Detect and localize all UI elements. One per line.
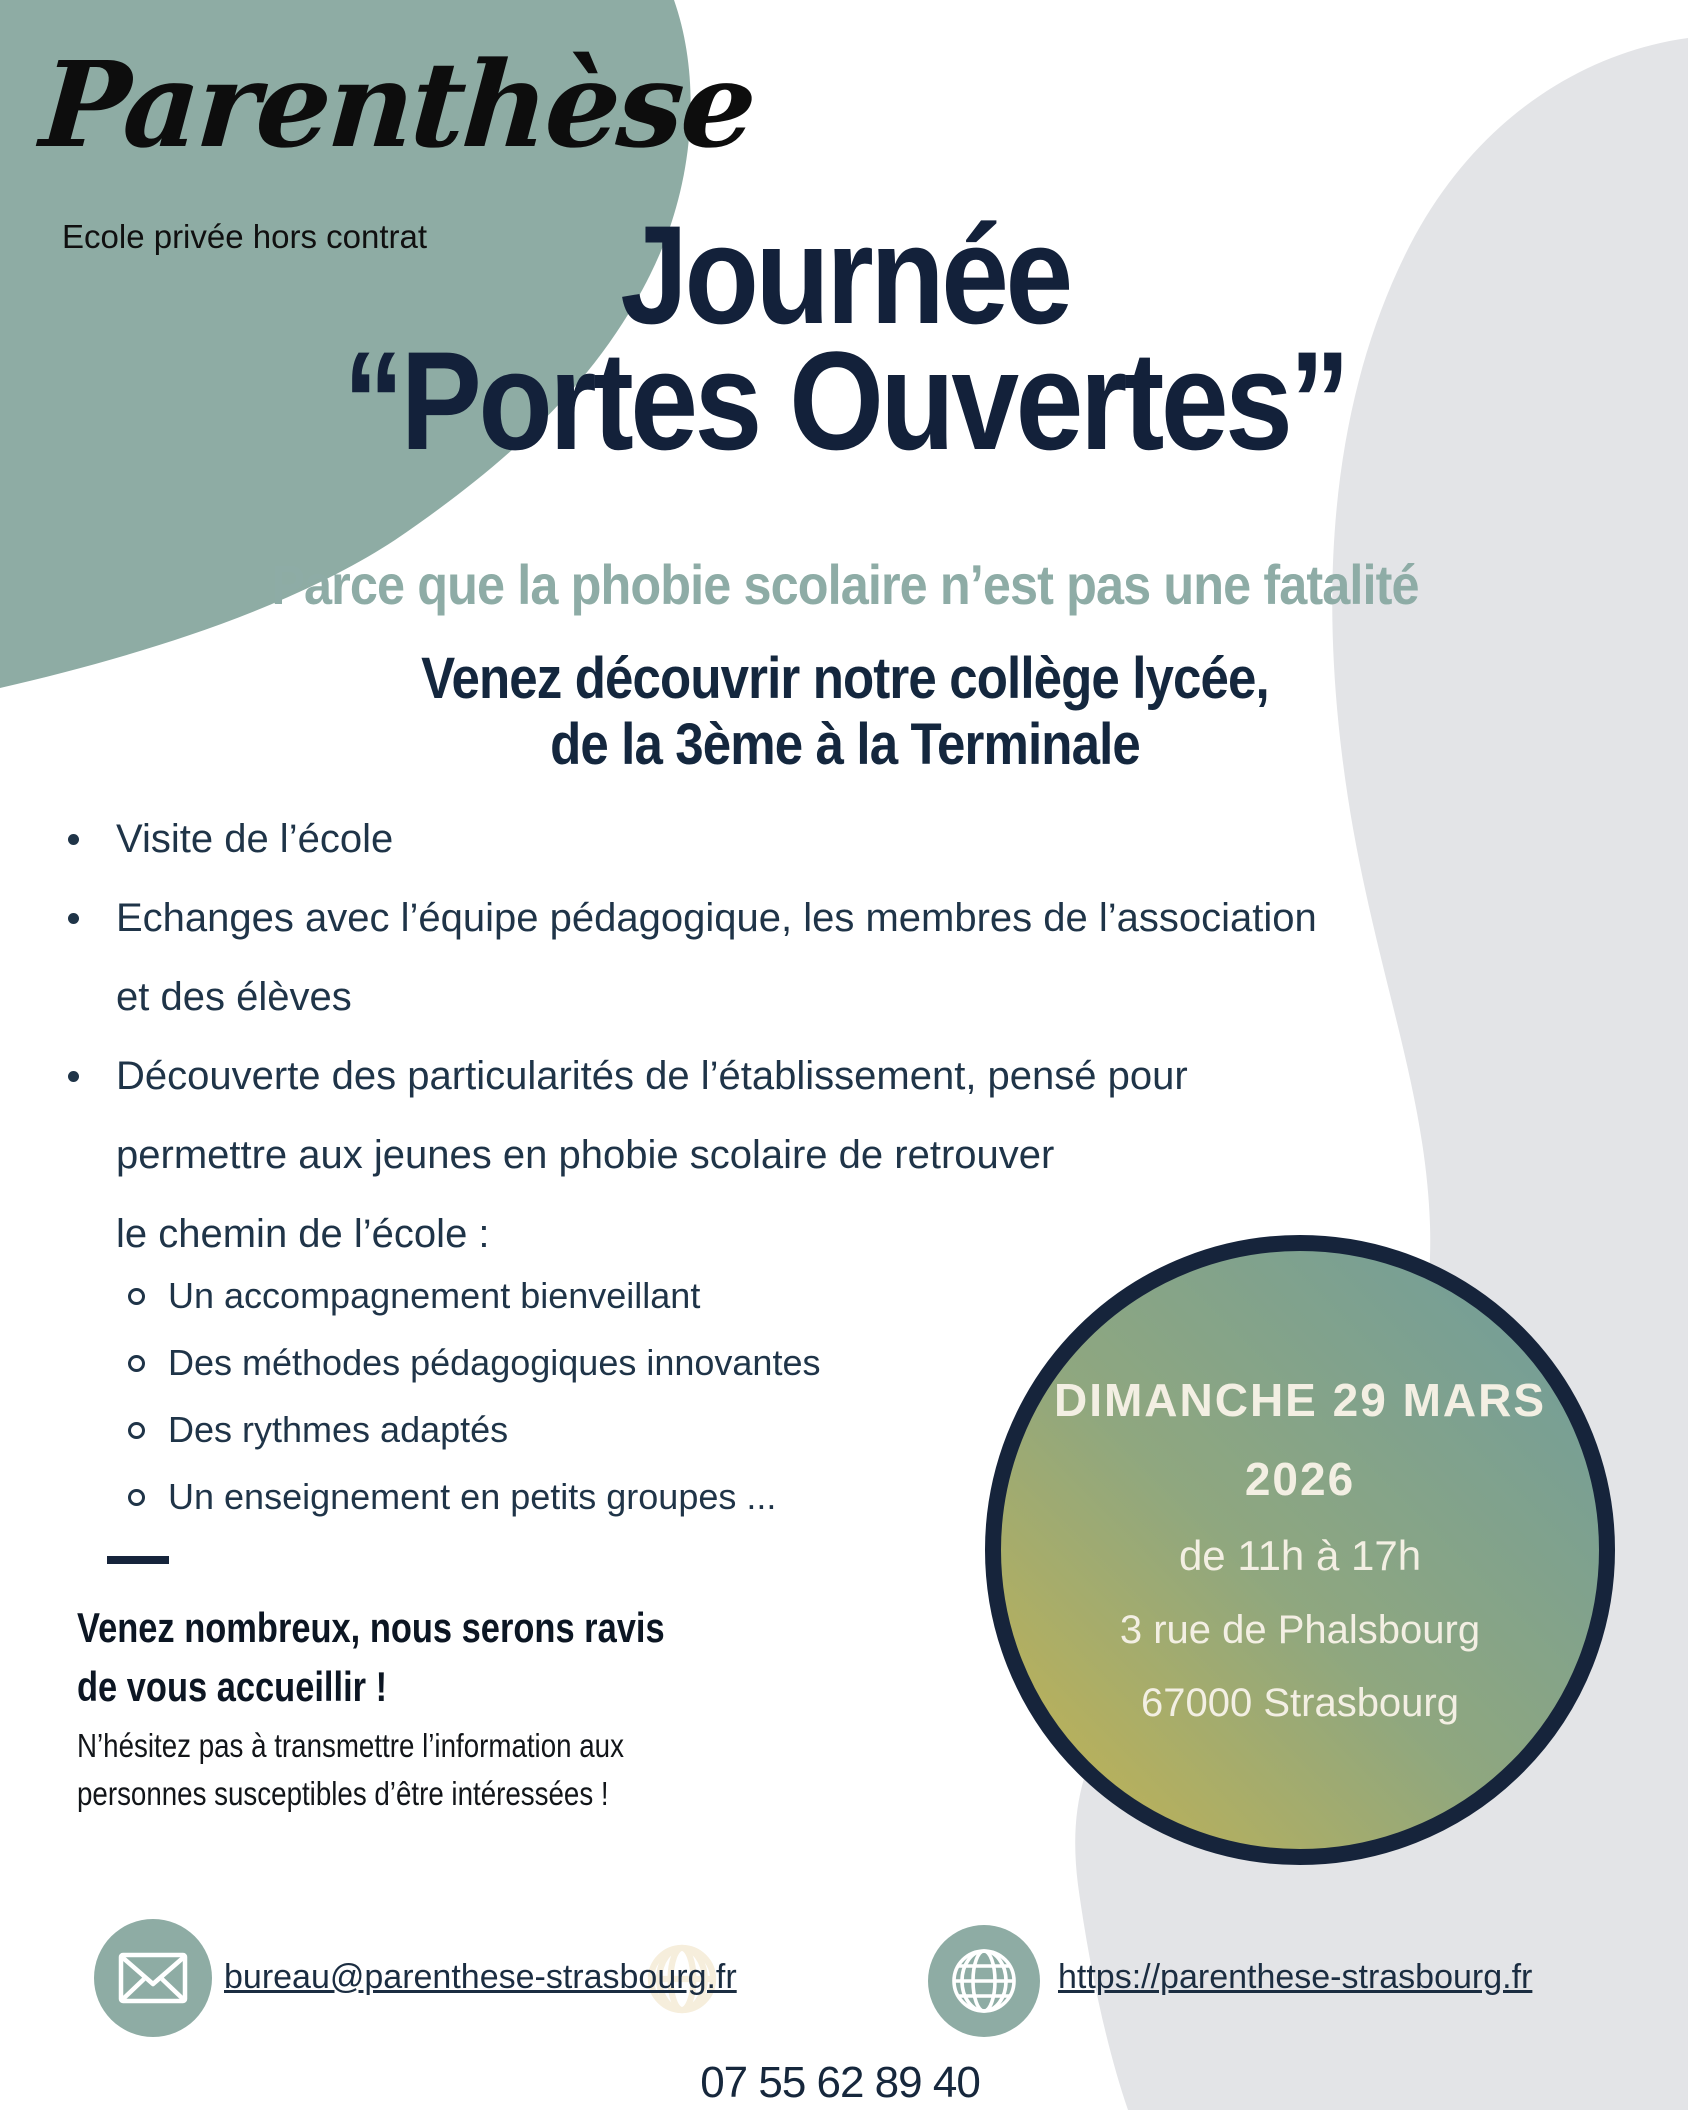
- phone-number: 07 55 62 89 40: [700, 2058, 980, 2107]
- closing-bold-line2: de vous accueillir !: [77, 1663, 388, 1710]
- bullet-text: Découverte des particularités de l’établissement, pensé pour: [116, 1054, 1188, 1098]
- page-title: [214, 196, 1476, 479]
- closing-normal-text: [77, 1722, 624, 1818]
- event-address-line1: 3 rue de Phalsbourg: [1119, 1608, 1481, 1652]
- list-item: [168, 1329, 820, 1396]
- closing-bold-line1: Venez nombreux, nous serons ravis: [77, 1604, 665, 1651]
- event-date-line2: 2026: [1244, 1453, 1356, 1505]
- bullet-dot-icon: [68, 913, 79, 924]
- page-title-line1: Journée: [620, 196, 1070, 353]
- closing-bold-text: [77, 1598, 665, 1716]
- bullet-ring-icon: [128, 1355, 145, 1372]
- intro-line1: Venez découvrir notre collège lycée,: [421, 646, 1269, 711]
- email-link[interactable]: bureau@parenthese-strasbourg.fr: [224, 1958, 737, 1996]
- bullet-list: [116, 800, 1516, 1274]
- school-logo-tagline: Ecole privée hors contrat: [62, 218, 428, 255]
- list-item: [168, 1262, 820, 1329]
- envelope-icon: [94, 1919, 212, 2037]
- sub-bullet-text: Un accompagnement bienveillant: [168, 1275, 701, 1316]
- page-title-line2: “Portes Ouvertes”: [343, 322, 1347, 479]
- event-time: de 11h à 17h: [1178, 1532, 1422, 1579]
- website-link[interactable]: https://parenthese-strasbourg.fr: [1058, 1958, 1533, 1996]
- event-badge: [985, 1235, 1615, 1865]
- sub-bullet-text: Un enseignement en petits groupes ...: [168, 1476, 777, 1517]
- list-item: [116, 879, 1516, 1037]
- list-item: [168, 1463, 820, 1530]
- intro-heading: [207, 646, 1483, 778]
- closing-normal-line2: personnes susceptibles d’être intéressées !: [77, 1775, 609, 1812]
- bullet-ring-icon: [128, 1288, 145, 1305]
- closing-normal-line1: N’hésitez pas à transmettre l’information aux: [77, 1727, 624, 1764]
- list-item: [116, 1037, 1516, 1274]
- bullet-ring-icon: [128, 1489, 145, 1506]
- sub-bullet-list: [168, 1262, 820, 1530]
- bullet-text: permettre aux jeunes en phobie scolaire de retrouver: [116, 1133, 1055, 1177]
- bullet-text: Visite de l’école: [116, 817, 394, 861]
- divider-dash: [107, 1556, 169, 1564]
- bullet-dot-icon: [68, 834, 79, 845]
- event-address-line2: 67000 Strasbourg: [1140, 1681, 1459, 1725]
- sub-bullet-text: Des rythmes adaptés: [168, 1409, 509, 1450]
- list-item: [168, 1396, 820, 1463]
- bullet-text: le chemin de l’école :: [116, 1212, 490, 1256]
- sub-bullet-text: Des méthodes pédagogiques innovantes: [168, 1342, 821, 1383]
- globe-icon: [928, 1925, 1040, 2037]
- list-item: [116, 800, 1516, 879]
- bullet-dot-icon: [68, 1071, 79, 1082]
- school-logo: Parenthèse: [36, 35, 759, 174]
- intro-line2: de la 3ème à la Terminale: [550, 712, 1140, 777]
- bullet-text: et des élèves: [116, 975, 352, 1019]
- subtitle-green: Parce que la phobie scolaire n’est pas une fatalité: [271, 553, 1419, 616]
- bullet-ring-icon: [128, 1422, 145, 1439]
- bullet-text: Echanges avec l’équipe pédagogique, les membres de l’association: [116, 896, 1317, 940]
- event-date-line1: DIMANCHE 29 MARS: [1053, 1374, 1547, 1426]
